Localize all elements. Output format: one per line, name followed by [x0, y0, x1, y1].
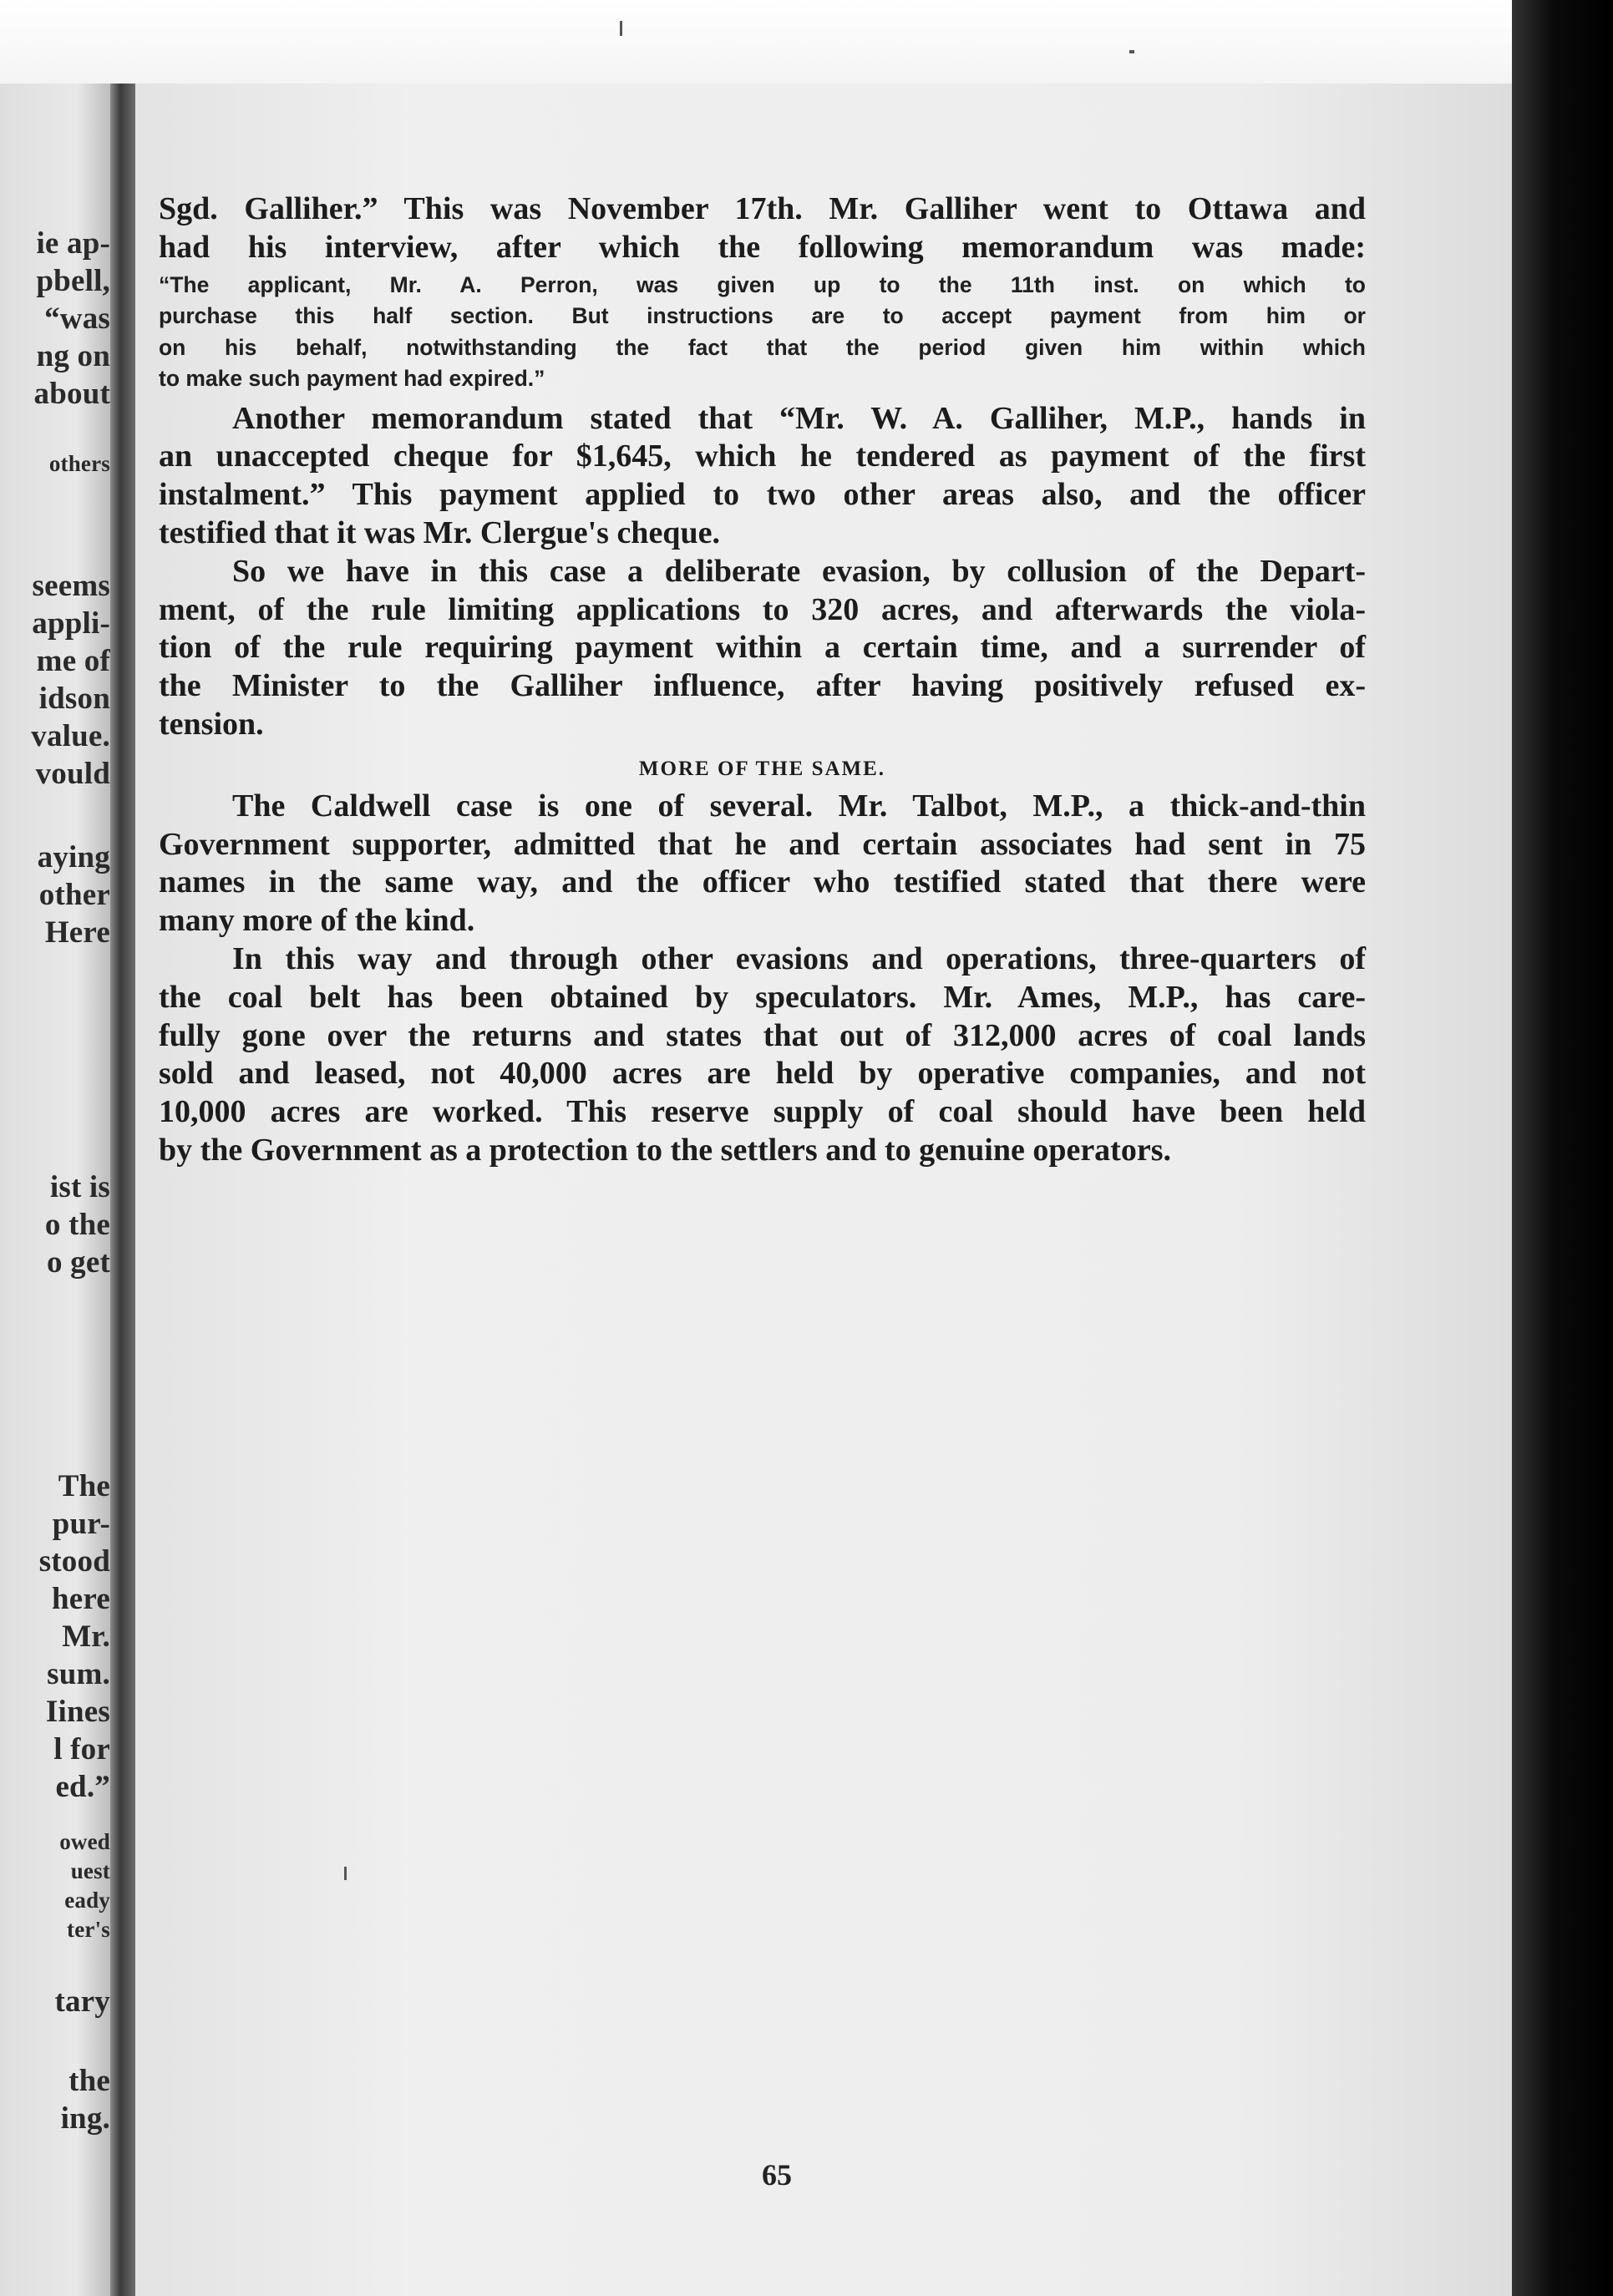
fragment-line: tary	[54, 1984, 110, 2019]
text-line: names in the same way, and the officer who testified stated that there were	[159, 864, 1366, 900]
fragment-line: seems	[32, 569, 110, 603]
fragment-line: me of	[36, 644, 110, 678]
quote-line: “The applicant, Mr. A. Perron, was given up to the 11th inst. on which to	[159, 271, 1366, 297]
fragment-line: ist is	[49, 1170, 110, 1204]
block-quote	[159, 270, 1366, 395]
page-number: 65	[762, 2158, 792, 2192]
text-line: ment, of the rule limiting applications to 320 acres, and afterwards the viola-	[159, 591, 1366, 627]
text-line: testified that it was Mr. Clergue's cheque.	[159, 514, 720, 550]
fragment-line: sum.	[47, 1657, 110, 1691]
text-line: instalment.” This payment applied to two other areas also, and the officer	[159, 477, 1366, 513]
text-line: tension.	[159, 706, 264, 742]
scan-speck	[620, 21, 622, 36]
fragment-line: other	[38, 878, 110, 912]
adjacent-page-edge	[0, 84, 110, 2296]
scan-speck	[1129, 50, 1134, 53]
fragment-line: eady	[64, 1888, 110, 1913]
text-line: many more of the kind.	[159, 903, 475, 939]
text-line: Another memorandum stated that “Mr. W. A. Galliher, M.P., hands in	[232, 400, 1366, 436]
quote-line: purchase this half section. But instructions are to accept payment from him or	[159, 303, 1366, 329]
fragment-line: o get	[47, 1245, 110, 1280]
text-line: In this way and through other evasions and operations, three-quarters of	[232, 940, 1366, 976]
fragment-line: uest	[70, 1858, 110, 1883]
fragment-line: “was	[44, 302, 110, 336]
text-line: sold and leased, not 40,000 acres are held by operative companies, and not	[159, 1056, 1366, 1092]
fragment-line: about	[33, 377, 110, 411]
fragment-line: appli-	[32, 606, 110, 641]
fragment-line: ie ap-	[36, 226, 110, 261]
fragment-line: owed	[59, 1829, 110, 1854]
scan-dark-edge	[1512, 0, 1613, 2296]
text-line: had his interview, after which the following memorandum was made:	[159, 229, 1366, 265]
scan-speck	[344, 1867, 347, 1880]
text-line: the coal belt has been obtained by speculators. Mr. Ames, M.P., has care-	[159, 979, 1366, 1015]
text-line: by the Government as a protection to the settlers and to genuine operators.	[159, 1132, 1171, 1168]
paragraph	[159, 788, 1366, 940]
fragment-line: vould	[35, 757, 110, 791]
text-line: tion of the rule requiring payment within a certain time, and a surrender of	[159, 630, 1366, 666]
fragment-line: The	[58, 1469, 110, 1503]
fragment-line: Iines	[45, 1695, 110, 1729]
quote-line: to make such payment had expired.”	[159, 366, 545, 392]
fragment-line: Mr.	[62, 1619, 110, 1654]
fragment-line: value.	[31, 719, 110, 753]
book-gutter	[110, 84, 135, 2296]
fragment-line: ing.	[60, 2101, 110, 2136]
fragment-line: ed.”	[55, 1770, 110, 1804]
fragment-line: o the	[44, 1208, 110, 1242]
fragment-line: the	[68, 2064, 110, 2098]
fragment-line: pbell,	[36, 264, 110, 298]
page-body	[159, 190, 1366, 1170]
fragment-line: l for	[53, 1732, 110, 1766]
paragraph	[159, 190, 1366, 267]
fragment-line: others	[48, 451, 110, 476]
fragment-line: stood	[38, 1544, 110, 1579]
paragraph	[159, 400, 1366, 553]
fragment-line: pur-	[52, 1507, 110, 1541]
text-line: fully gone over the returns and states that out of 312,000 acres of coal lands	[159, 1017, 1366, 1053]
scan-top-margin	[0, 0, 1613, 84]
paragraph	[159, 940, 1366, 1170]
text-line: So we have in this case a deliberate evasion, by collusion of the Depart-	[232, 553, 1366, 589]
fragment-line: ter's	[67, 1917, 110, 1942]
text-line: The Caldwell case is one of several. Mr. Talbot, M.P., a thick-and-thin	[232, 788, 1366, 824]
fragment-line: here	[52, 1582, 110, 1616]
text-line: the Minister to the Galliher influence, after having positively refused ex-	[159, 668, 1366, 704]
fragment-line: Here	[44, 915, 110, 950]
text-line: 10,000 acres are worked. This reserve supply of coal should have been held	[159, 1094, 1366, 1130]
quote-line: on his behalf, notwithstanding the fact that the period given him within which	[159, 334, 1366, 360]
fragment-line: ng on	[36, 339, 110, 373]
text-line: Government supporter, admitted that he and certain associates had sent in 75	[159, 826, 1366, 862]
text-line: Sgd. Galliher.” This was November 17th. Mr. Galliher went to Ottawa and	[159, 191, 1366, 226]
fragment-line: idson	[38, 682, 110, 716]
text-line: an unaccepted cheque for $1,645, which he tendered as payment of the first	[159, 438, 1366, 474]
section-heading: MORE OF THE SAME.	[638, 757, 886, 780]
paragraph	[159, 553, 1366, 744]
fragment-line: aying	[37, 840, 110, 874]
